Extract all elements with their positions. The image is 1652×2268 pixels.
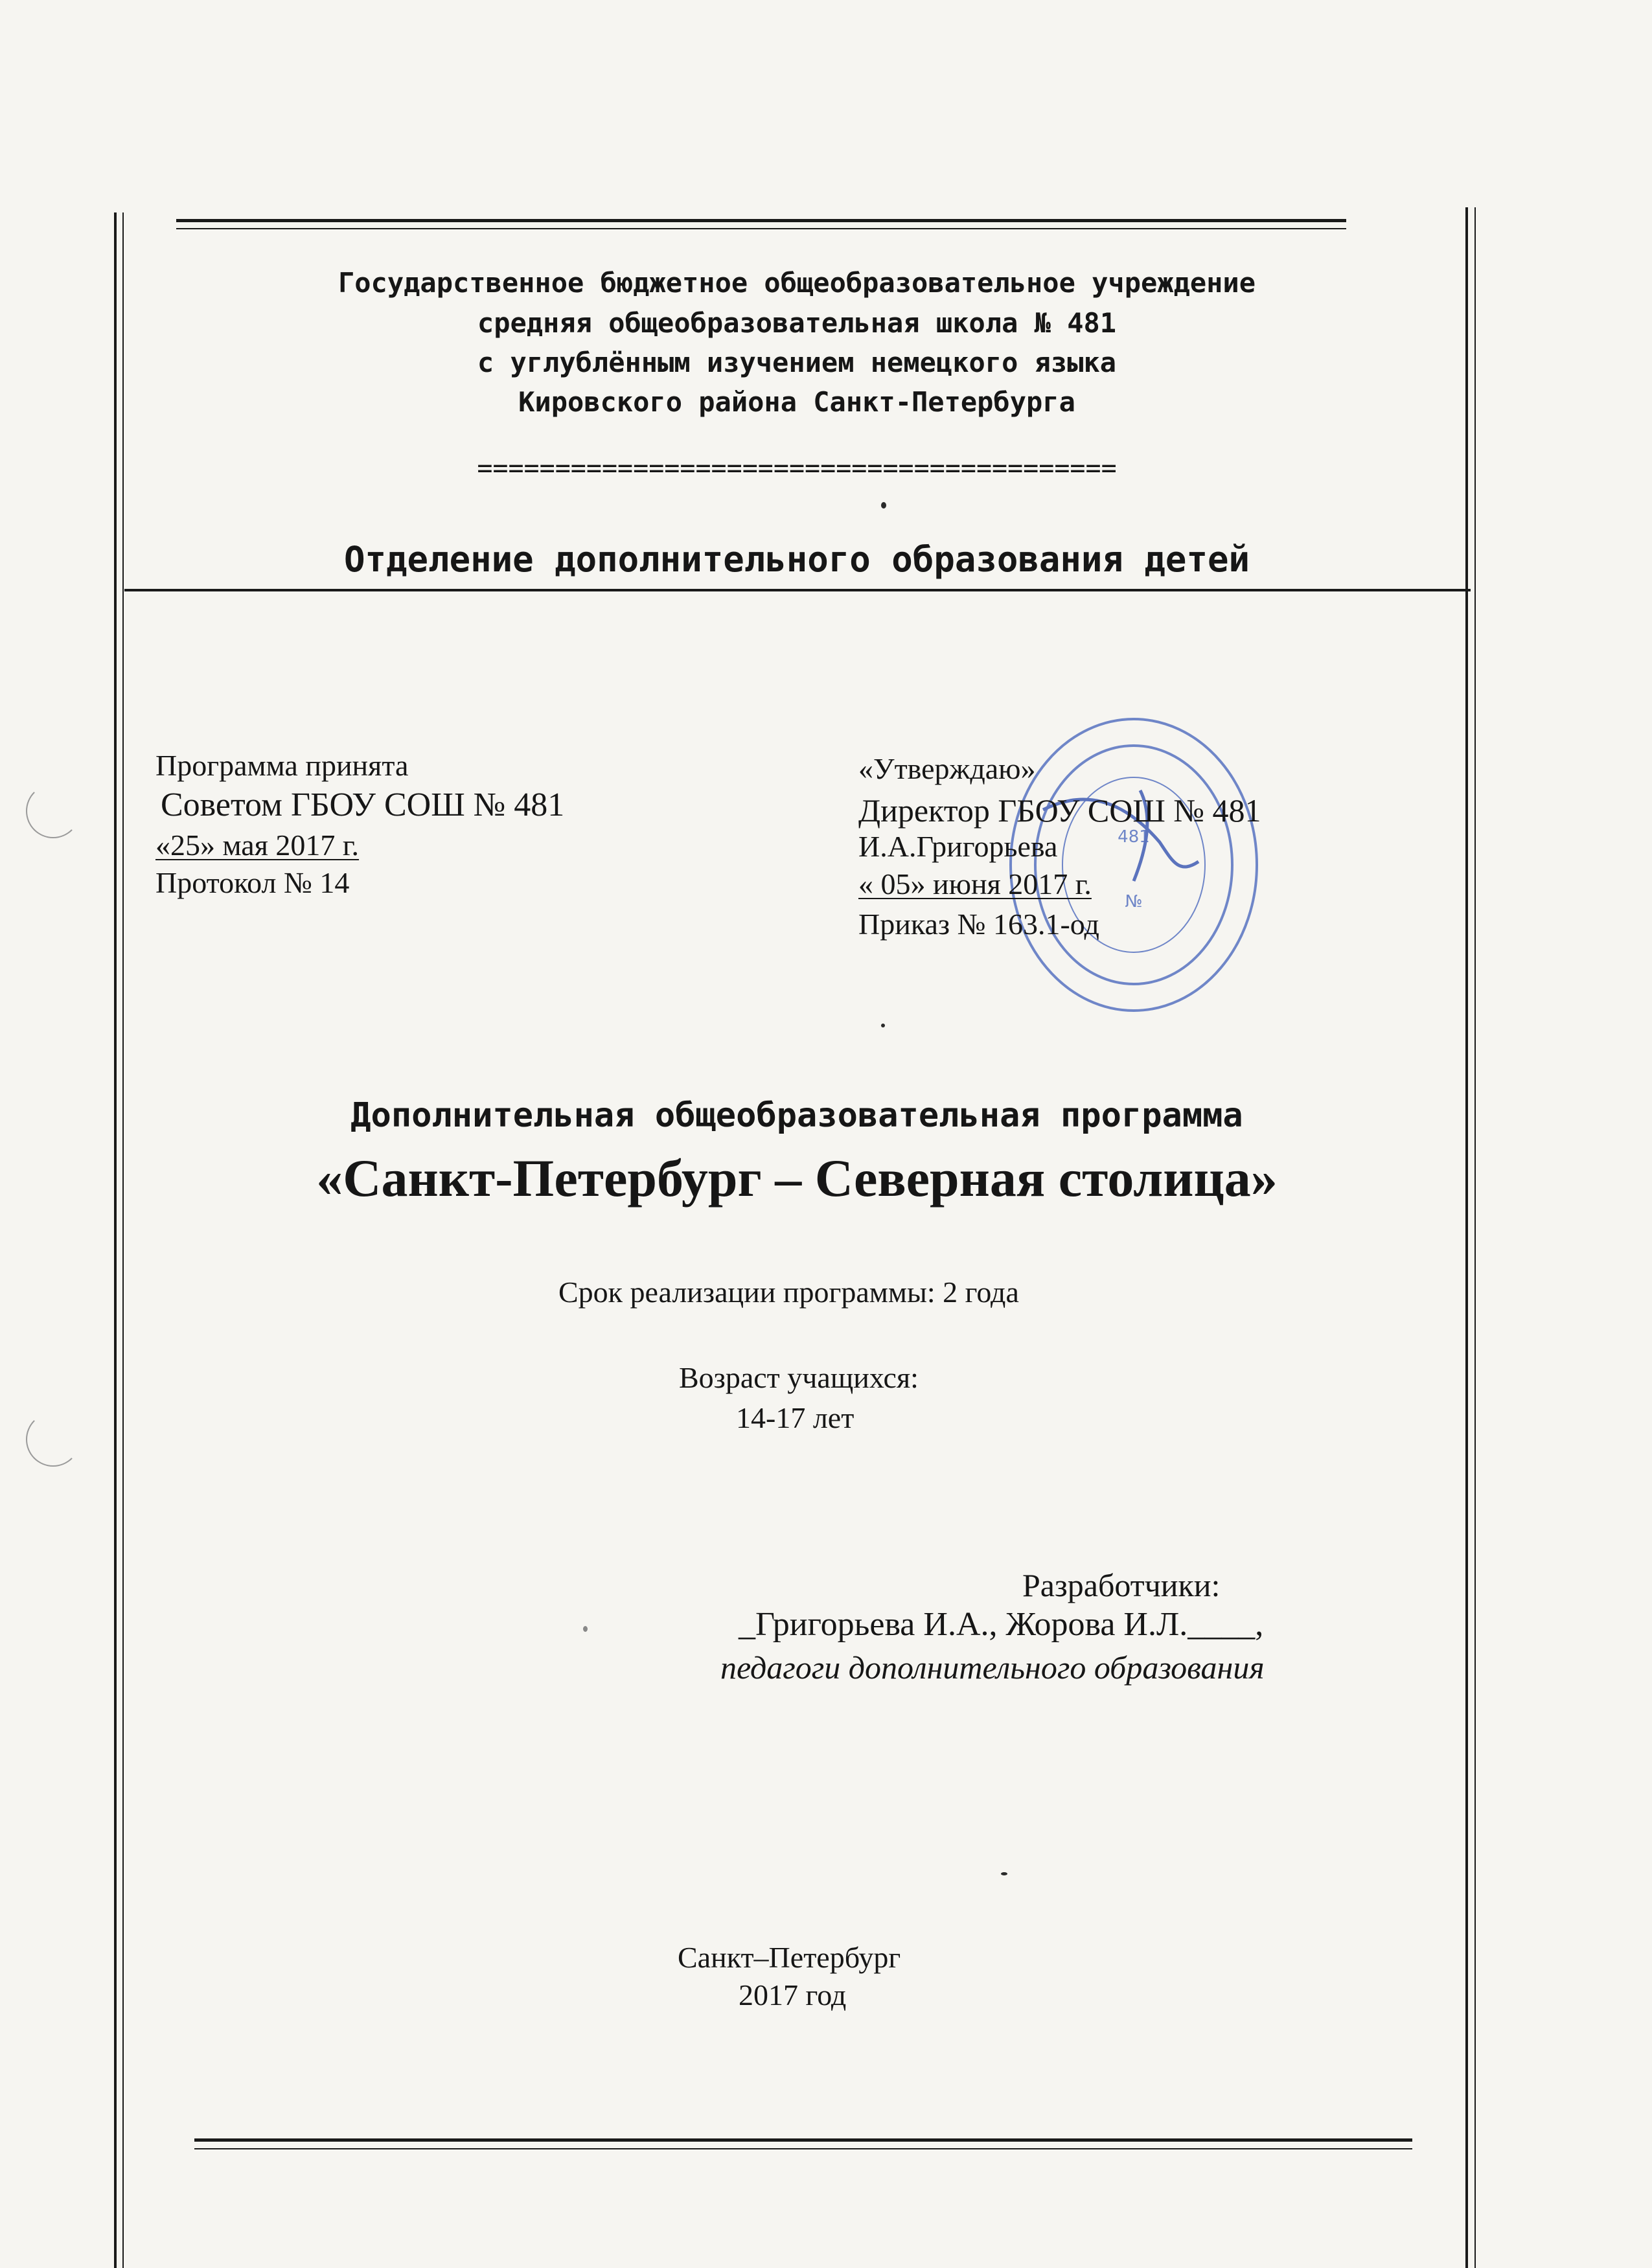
footer-year: 2017 год [739,1978,847,2011]
developers-label: Разработчики: [1022,1567,1221,1603]
scan-speck [1001,1872,1007,1875]
approved-line-2: Директор ГБОУ СОШ № 481 [858,792,1261,829]
header-separator: ========================================= [477,453,1117,483]
school-name-line-4: Кировского района Санкт-Петербурга [518,386,1075,418]
svg-text:№: № [1125,892,1143,911]
program-term: Срок реализации программы: 2 года [558,1276,1019,1309]
department-title: Отделение дополнительного образования детей [344,539,1250,580]
scan-speck [881,1024,885,1027]
school-name-line-3: с углублённым изучением немецкого языка [477,347,1117,378]
left-double-rule [114,212,124,2268]
school-name-line-1: Государственное бюджетное общеобразовательное учреждение [338,267,1256,299]
school-name-line-2: средняя общеобразовательная школа № 481 [477,307,1117,339]
approved-line-1: «Утверждаю» [858,752,1036,785]
age-value: 14-17 лет [736,1401,855,1434]
approved-name: И.А.Григорьева [858,830,1058,863]
bottom-double-rule [194,2138,1412,2149]
accepted-date: «25» мая 2017 г. [155,829,360,862]
developers-role: педагоги дополнительного образования [720,1649,1265,1686]
approved-date: « 05» июня 2017 г. [858,867,1092,900]
program-type-title: Дополнительная общеобразовательная программа [350,1096,1243,1135]
right-double-rule [1465,207,1476,2268]
accepted-line-2: Советом ГБОУ СОШ № 481 [161,786,565,823]
punch-hole-mark [26,784,80,838]
age-label: Возраст учащихся: [679,1361,919,1394]
punch-hole-mark [26,1412,80,1467]
school-stamp [1004,713,1263,1017]
accepted-line-1: Программа принята [155,749,409,782]
developers-names: _Григорьева И.А., Жорова И.Л.____, [739,1606,1264,1643]
accepted-protocol: Протокол № 14 [155,866,350,899]
scan-speck [583,1626,588,1632]
footer-city: Санкт–Петербург [678,1941,901,1974]
svg-text:481: 481 [1118,827,1150,847]
approved-order: Приказ № 163.1-од [858,908,1099,941]
department-underline [124,589,1471,591]
program-name: «Санкт-Петербург – Северная столица» [316,1149,1278,1208]
top-double-rule [176,219,1346,229]
scan-speck [881,502,886,509]
